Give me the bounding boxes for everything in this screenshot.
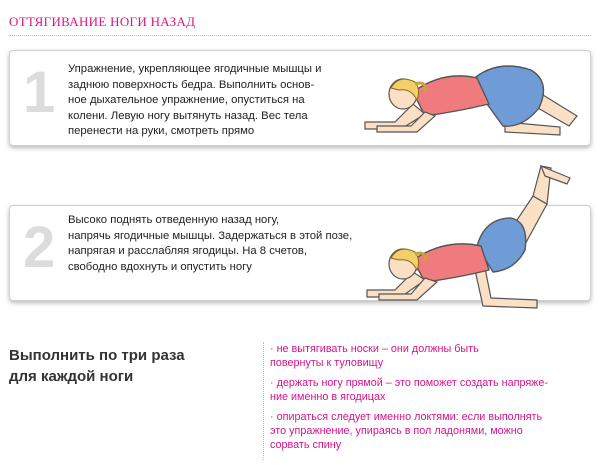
step-text-2 — [68, 213, 352, 275]
step-1-line: ное дыхательное упражнение, опуститься на — [68, 94, 305, 106]
tips-list — [270, 342, 595, 458]
step-2-line: свободно вдохнуть и опустить ногу — [68, 260, 252, 273]
page-title: ОТТЯГИВАНИЕ НОГИ НАЗАД — [9, 14, 196, 29]
step-2-line: напрягая и расслабляя ягодицы. На 8 счетов, — [68, 245, 308, 257]
tip-item — [270, 410, 595, 452]
tip-line: · держать ногу прямой – это поможет создать напряже- — [270, 377, 548, 389]
step-1-line: Упражнение, укрепляющее ягодичные мышцы и — [68, 63, 322, 75]
tip-line: · не вытягивать носки – они должны быть — [270, 343, 479, 355]
tip-line: это упражнение, упираясь в пол ладонями, можно — [270, 425, 523, 437]
step-1-line: перенести на руки, смотреть прямо — [68, 125, 255, 137]
tip-line: сорвать спину — [270, 439, 342, 451]
tip-line: · опираться следует именно локтями: если выполнять — [270, 411, 543, 423]
step-2-line: Высоко поднять отведенную назад ногу, — [68, 214, 280, 226]
tip-line: ние именно в ягодицах — [270, 391, 386, 403]
vertical-divider — [263, 342, 264, 460]
step-text-1 — [68, 62, 321, 140]
summary-line: для каждой ноги — [9, 368, 134, 385]
repetition-summary — [9, 345, 185, 387]
step-number-2: 2 — [23, 215, 56, 280]
exercise-figure-2 — [365, 160, 580, 320]
tip-item — [270, 342, 595, 370]
step-number-1: 1 — [23, 60, 56, 125]
tip-item — [270, 376, 595, 404]
summary-line: Выполнить по три раза — [9, 347, 185, 364]
exercise-figure-1 — [355, 52, 585, 152]
step-1-line: колени. Левую ногу вытянуть назад. Вес тела — [68, 109, 308, 122]
tip-line: повернуты к туловищу — [270, 357, 384, 369]
step-2-line: напрячь ягодичные мышцы. Задержаться в этой позе, — [68, 229, 353, 242]
step-1-line: заднюю поверхность бедра. Выполнить основ- — [68, 78, 315, 91]
title-divider — [9, 35, 591, 36]
